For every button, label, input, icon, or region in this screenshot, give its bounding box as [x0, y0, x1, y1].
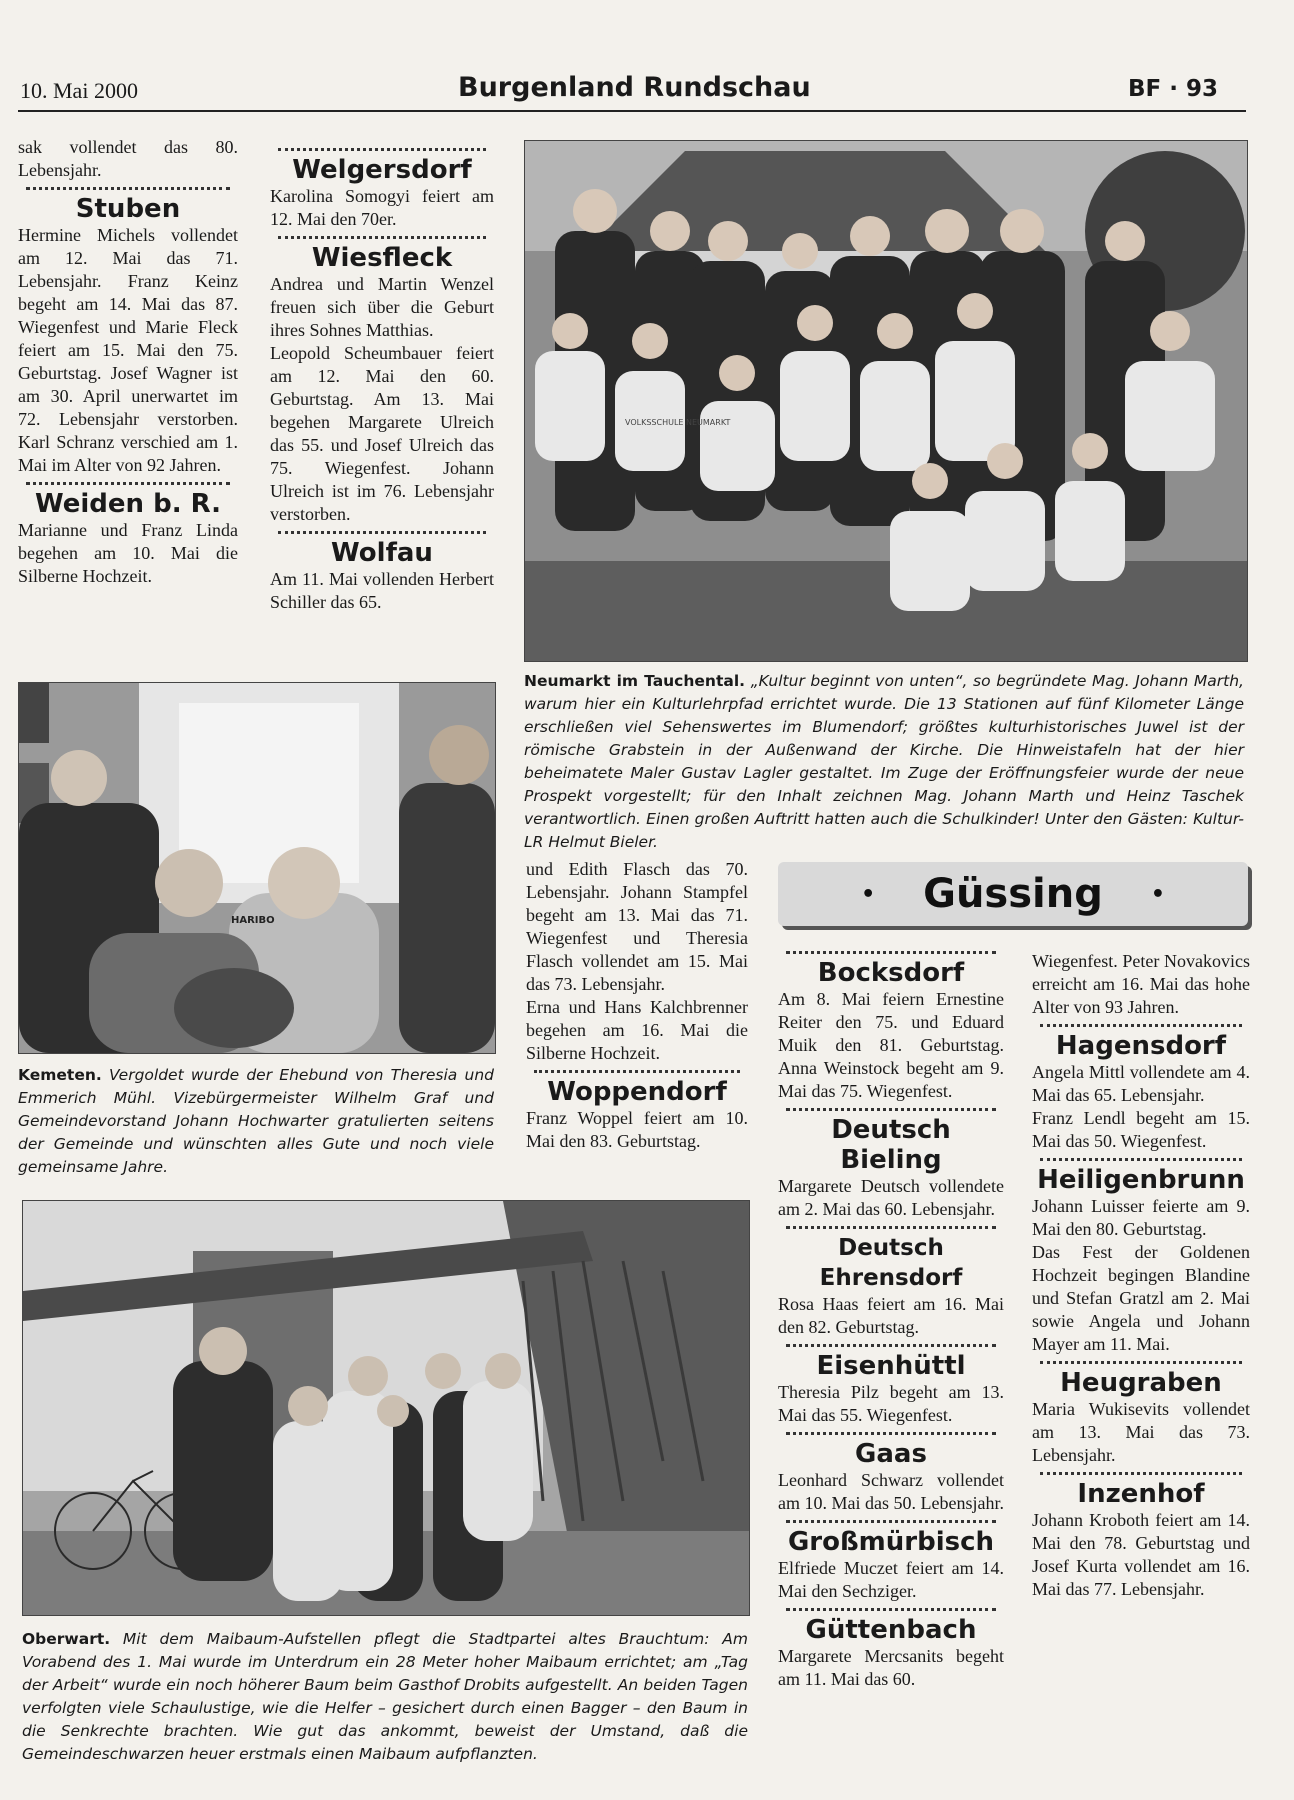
- article-continued: Wiegenfest. Peter Novakovics erreicht am 16. Mai das hohe Alter von 93 Jahren.: [1032, 951, 1250, 1017]
- column-2: [270, 136, 494, 614]
- town-article: Maria Wukisevits vollendet am 13. Mai das 73. Lebensjahr.: [1032, 1399, 1250, 1465]
- caption-neumarkt: [524, 670, 1244, 854]
- town-heading: Deutsch Ehrensdorf: [819, 1235, 963, 1291]
- town-heading: Deutsch Bieling: [831, 1115, 951, 1175]
- town-heading: Gaas: [855, 1439, 927, 1469]
- town-article: Das Fest der Goldenen Hochzeit begingen Blandine und Stefan Gratzl am 2. Mai sowie Angela und Johann Mayer am 11. Mai.: [1032, 1242, 1250, 1354]
- bullet-left: •: [861, 881, 876, 907]
- caption-kemeten: [18, 1064, 494, 1179]
- caption-place: Neumarkt im Tauchental.: [524, 672, 746, 690]
- divider: [786, 1520, 996, 1523]
- section-heading-guessing: [778, 862, 1248, 926]
- town-heading-stuben: Stuben: [75, 194, 181, 224]
- town-article: Johann Kroboth feiert am 14. Mai den 78. Geburtstag und Josef Kurta vollendet am 16. Mai das 77. Lebensjahr.: [1032, 1510, 1250, 1599]
- town-heading-wolfau: Wolfau: [331, 538, 433, 568]
- caption-place: Kemeten.: [18, 1066, 102, 1084]
- divider: [278, 236, 486, 239]
- divider: [278, 148, 486, 151]
- divider: [786, 1108, 996, 1111]
- town-heading: Heugraben: [1060, 1368, 1222, 1398]
- town-heading: Hagensdorf: [1055, 1031, 1227, 1061]
- town-article: Theresia Pilz begeht am 13. Mai das 55. Wiegenfest.: [778, 1382, 1004, 1425]
- photo-text-bag: HARIBO: [231, 915, 275, 926]
- town-article: Margarete Mercsanits begeht am 11. Mai das 60.: [778, 1646, 1004, 1689]
- guessing-column-left: [778, 946, 1004, 1691]
- divider: [786, 951, 996, 954]
- town-heading: Großmürbisch: [787, 1527, 995, 1557]
- divider: [786, 1608, 996, 1611]
- divider: [786, 1344, 996, 1347]
- town-heading: Heiligenbrunn: [1037, 1165, 1245, 1195]
- column-1: [18, 136, 238, 588]
- town-heading: Güttenbach: [805, 1615, 977, 1645]
- article-continued: und Edith Flasch das 70. Lebensjahr. Johann Stampfel begeht am 13. Mai das 71. Wiegenfest und Theresia Flasch vollendet am 15. Mai das 73. Lebensjahr.: [526, 859, 748, 994]
- caption-text: „Kultur beginnt von unten“, so begründete Mag. Johann Marth, warum hier ein Kulturlehrpfad errichtet wurde. Die 13 Stationen auf fünf Kilometer Länge erschließen viel Sehenswertes im Blumendorf; größtes kulturhistorisches Juwel ist der römische Grabstein in der Außenwand der Kirche. Die Hinweistafeln hat der hier beheimatete Maler Gustav Lagler gestaltet. Im Zuge der Eröffnungsfeier wurde der neue Prospekt vorgestellt; für den Inhalt zeichnen Mag. Johann Marth und Heinz Taschek verantwortlich. Einen großen Auftritt hatten auch die Schulkinder! Unter den Gästen: Kultur-LR Helmut Bieler.: [524, 672, 1244, 851]
- article-wolfau: Am 11. Mai vollenden Herbert Schiller das 65.: [270, 569, 494, 612]
- town-article: Franz Lendl begeht am 15. Mai das 50. Wiegenfest.: [1032, 1108, 1250, 1151]
- article-weiden: Marianne und Franz Linda begehen am 10. Mai die Silberne Hochzeit.: [18, 520, 238, 586]
- divider: [26, 482, 230, 485]
- town-heading-wiesfleck: Wiesfleck: [311, 243, 453, 273]
- town-heading: Inzenhof: [1077, 1479, 1205, 1509]
- photo-kemeten-couple: [18, 682, 496, 1054]
- intro-text: sak vollendet das 80. Lebensjahr.: [18, 137, 238, 180]
- article-stuben: Hermine Michels vollendet am 12. Mai das 71. Lebensjahr. Franz Keinz begeht am 14. Mai das 87. Wiegenfest und Marie Fleck feiert am 15. Mai den 75. Geburtstag. Josef Wagner ist am 30. April unerwartet im 72. Lebensjahr verstorben. Karl Schranz verschied am 1. Mai im Alter von 92 Jahren.: [18, 225, 238, 475]
- section-title: Güssing: [923, 871, 1103, 917]
- town-heading: Bocksdorf: [817, 958, 965, 988]
- header-rule: [18, 110, 1246, 112]
- town-article: Elfriede Muczet feiert am 14. Mai den Sechziger.: [778, 1558, 1004, 1601]
- town-heading-weiden: Weiden b. R.: [34, 489, 222, 519]
- guessing-column-right: [1032, 950, 1250, 1601]
- column-middle: [526, 858, 748, 1153]
- newspaper-title: Burgenland Rundschau: [458, 72, 811, 103]
- town-article: Margarete Deutsch vollendete am 2. Mai das 60. Lebensjahr.: [778, 1176, 1004, 1219]
- article-wiesfleck-2: Leopold Scheumbauer feiert am 12. Mai den 60. Geburtstag. Am 13. Mai begehen Margarete Ulreich das 55. und Josef Ulreich das 75. Wiegenfest. Johann Ulreich ist im 76. Lebensjahr verstorben.: [270, 343, 494, 524]
- town-heading: Eisenhüttl: [816, 1351, 966, 1381]
- photo-oberwart-maibaum: [22, 1200, 750, 1616]
- caption-text: Vergoldet wurde der Ehebund von Theresia und Emmerich Mühl. Vizebürgermeister Wilhelm Graf und Gemeindevorstand Johann Hochwarter gratulierten seitens der Gemeinde und wünschten alles Gute und noch viele gemeinsame Jahre.: [18, 1066, 494, 1176]
- caption-oberwart: [22, 1628, 748, 1766]
- article-continued-2: Erna und Hans Kalchbrenner begehen am 16. Mai die Silberne Hochzeit.: [526, 997, 748, 1063]
- photo-text-shirt: VOLKSSCHULE NEUMARKT: [625, 418, 731, 427]
- issue-date: 10. Mai 2000: [20, 78, 138, 103]
- photo-neumarkt-group: [524, 140, 1248, 662]
- town-heading-woppendorf: Woppendorf: [547, 1077, 727, 1107]
- article-welgersdorf: Karolina Somogyi feiert am 12. Mai den 70er.: [270, 186, 494, 229]
- caption-text: Mit dem Maibaum-Aufstellen pflegt die Stadtpartei altes Brauchtum: Am Vorabend des 1. Mai wurde im Unterdrum ein 28 Meter hoher Maibaum errichtet; am „Tag der Arbeit“ wurde ein noch höherer Baum beim Gasthof Drobits aufgestellt. An beiden Tagen verfolgten viele Schaulustige, wie die Helfer – gesichert durch einen Bagger – den Baum in die Senkrechte brachten. Wie gut das ankommt, beweist der Umstand, daß die Gemeindeschwarzen heuer erstmals einen Maibaum aufpflanzten.: [22, 1630, 748, 1763]
- town-article: Johann Luisser feierte am 9. Mai den 80. Geburtstag.: [1032, 1196, 1250, 1239]
- divider: [786, 1432, 996, 1435]
- divider: [1040, 1158, 1242, 1161]
- divider: [1040, 1472, 1242, 1475]
- divider: [26, 187, 230, 190]
- town-article: Am 8. Mai feiern Ernestine Reiter den 75. und Eduard Muik den 81. Geburtstag. Anna Weinstock begeht am 9. Mai das 75. Wiegenfest.: [778, 989, 1004, 1101]
- article-woppendorf: Franz Woppel feiert am 10. Mai den 83. Geburtstag.: [526, 1108, 748, 1151]
- town-article: Rosa Haas feiert am 16. Mai den 82. Geburtstag.: [778, 1294, 1004, 1337]
- caption-place: Oberwart.: [22, 1630, 111, 1648]
- town-article: Leonhard Schwarz vollendet am 10. Mai das 50. Lebensjahr.: [778, 1470, 1004, 1513]
- divider: [278, 531, 486, 534]
- divider: [1040, 1361, 1242, 1364]
- divider: [1040, 1024, 1242, 1027]
- divider: [534, 1070, 740, 1073]
- bullet-right: •: [1150, 881, 1165, 907]
- town-heading-welgersdorf: Welgersdorf: [292, 155, 472, 185]
- article-wiesfleck-1: Andrea und Martin Wenzel freuen sich über die Geburt ihres Sohnes Matthias.: [270, 274, 494, 340]
- page-number: BF · 93: [1128, 76, 1219, 102]
- divider: [786, 1226, 996, 1229]
- town-article: Angela Mittl vollendete am 4. Mai das 65. Lebensjahr.: [1032, 1062, 1250, 1105]
